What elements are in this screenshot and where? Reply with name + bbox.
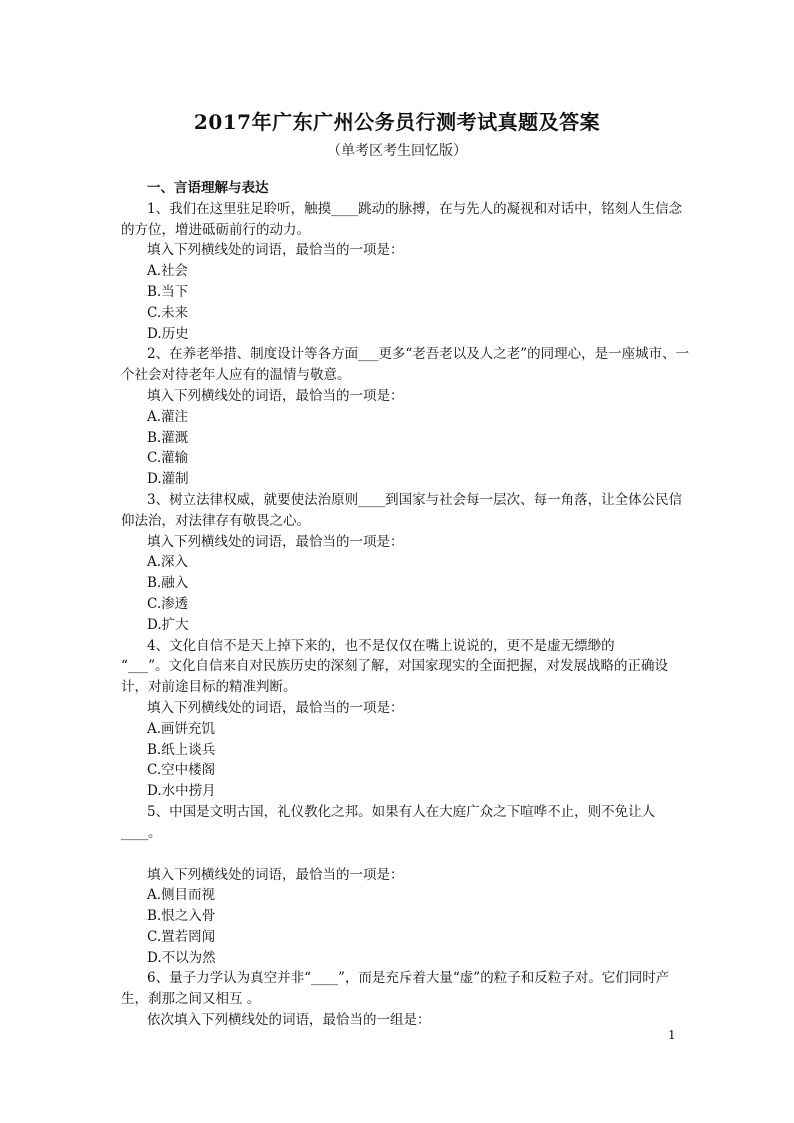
question-3-option-b: B.融入 [147,575,189,592]
question-4-option-c: C.空中楼阁 [147,762,216,779]
question-5-option-a: A.侧目而视 [147,887,216,904]
question-3-option-a: A.深入 [147,554,189,571]
question-1-option-a: A.社会 [147,263,189,280]
question-3-prompt: 填入下列横线处的词语，最恰当的一项是： [147,533,404,550]
question-5-text: 5、中国是文明古国，礼仪教化之邦。如果有人在大庭广众之下喧哗不止，则不免让人____。 [121,803,656,841]
question-2-option-d: D.灌制 [147,471,189,488]
question-2-option-a: A.灌注 [147,408,189,425]
question-3-text: 3、树立法律权威，就要使法治原则____到国家与社会每一层次、每一角落，让全体公民信仰法治，对法律存有敬畏之心。 [121,491,683,529]
question-4-text-line2: “___”。文化自信来自对民族历史的深刻了解，对国家现实的全面把握，对发展战略的正确设计，对前途目标的精准判断。 [121,658,669,696]
question-4-prompt: 填入下列横线处的词语，最恰当的一项是： [147,699,404,716]
question-3-option-d: D.扩大 [147,616,189,633]
question-2-option-b: B.灌溉 [147,429,189,446]
blank-line [121,844,691,865]
question-6-text: 6、量子力学认为真空并非“____”，而是充斥着大量“虚”的粒子和反粒子对。它们同时产生，刹那之间又相互 。 [121,970,670,1008]
section-heading: 一、言语理解与表达 [147,180,269,196]
question-2-text: 2、在养老举措、制度设计等各方面___更多“老吾老以及人之老”的同理心，是一座城市、一个社会对待老年人应有的温情与敬意。 [121,346,690,384]
question-4-option-d: D.水中捞月 [147,783,216,800]
question-2-option-c: C.灌输 [147,450,189,467]
question-1-option-b: B.当下 [147,283,189,300]
page-title: 2017年广东广州公务员行测考试真题及答案 [193,110,601,134]
question-2-prompt: 填入下列横线处的词语，最恰当的一项是： [147,387,404,404]
question-4-option-b: B.纸上谈兵 [147,741,216,758]
question-5-option-c: C.置若罔闻 [147,928,216,945]
question-1-option-c: C.未来 [147,304,189,321]
question-1-text: 1、我们在这里驻足聆听，触摸____跳动的脉搏，在与先人的凝视和对话中，铭刻人生信念的方位，增进砥砺前行的动力。 [121,200,683,238]
question-1-prompt: 填入下列横线处的词语，最恰当的一项是： [147,242,404,259]
question-5-option-b: B.恨之入骨 [147,908,216,925]
question-3-option-c: C.渗透 [147,595,189,612]
question-6-prompt: 依次填入下列横线处的词语，最恰当的一组是： [147,1012,431,1029]
question-1-option-d: D.历史 [147,325,189,342]
page-number: 1 [668,1028,676,1042]
question-5-prompt: 填入下列横线处的词语，最恰当的一项是： [147,866,404,883]
document-body [121,178,691,1031]
question-5-option-d: D.不以为然 [147,949,216,966]
question-4-text-line1: 4、文化自信不是天上掉下来的，也不是仅仅在嘴上说说的，更不是虚无缥缈的 [147,637,615,654]
page-subtitle: （单考区考生回忆版） [327,143,467,159]
question-4-option-a: A.画饼充饥 [147,720,216,737]
